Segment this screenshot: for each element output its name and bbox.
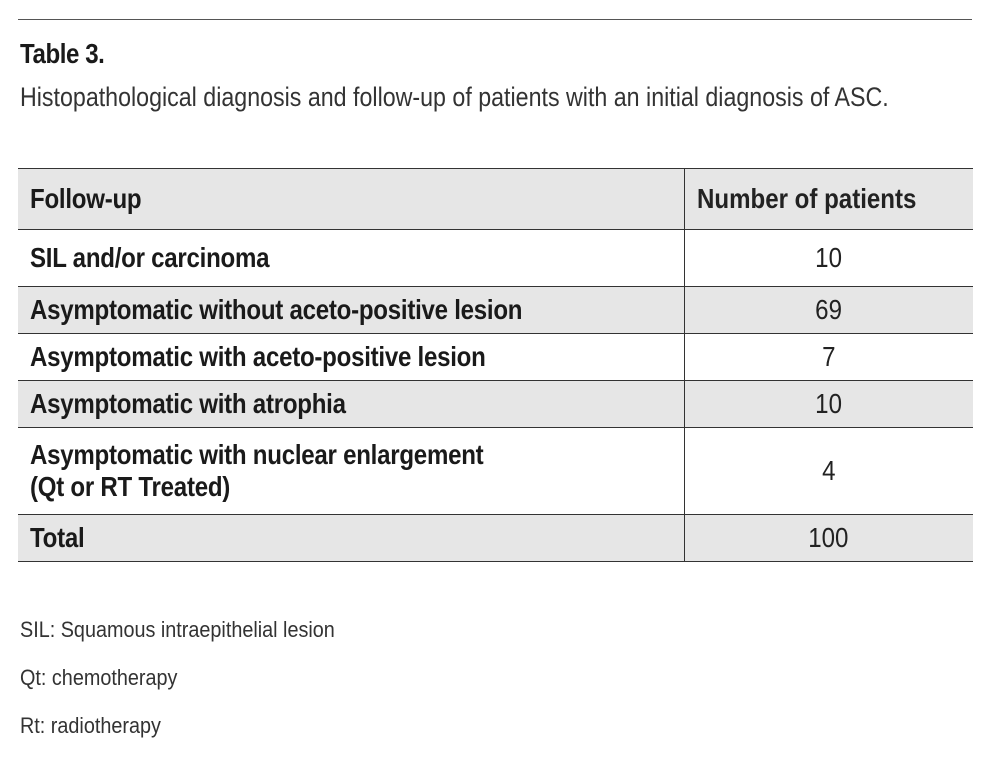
table-row: [18, 230, 973, 287]
table-row: [18, 428, 973, 515]
table-caption: Histopathological diagnosis and follow-up of patients with an initial diagnosis of ASC.: [20, 82, 889, 112]
top-rule: [18, 19, 972, 20]
row-label: Asymptomatic with nuclear enlargement (Qt or RT Treated): [18, 428, 684, 515]
column-header-number-of-patients: Number of patients: [684, 169, 973, 230]
row-label: Asymptomatic with atrophia: [18, 381, 684, 428]
table-row: [18, 334, 973, 381]
table-row: [18, 287, 973, 334]
row-value: 10: [684, 230, 973, 287]
row-value: 100: [684, 515, 973, 562]
row-value: 7: [684, 334, 973, 381]
column-header-follow-up: Follow-up: [18, 169, 684, 230]
row-value: 69: [684, 287, 973, 334]
table-row: [18, 381, 973, 428]
row-label: SIL and/or carcinoma: [18, 230, 684, 287]
row-value: 10: [684, 381, 973, 428]
table-label: Table 3.: [20, 38, 105, 69]
table-row-total: [18, 515, 973, 562]
row-label: Asymptomatic with aceto-positive lesion: [18, 334, 684, 381]
row-label: Asymptomatic without aceto-positive lesion: [18, 287, 684, 334]
row-label: Total: [18, 515, 684, 562]
footnote-qt: Qt: chemotherapy: [20, 665, 178, 690]
footnote-rt: Rt: radiotherapy: [20, 713, 161, 738]
table-header-row: [18, 169, 973, 230]
row-value: 4: [684, 428, 973, 515]
data-table: [18, 168, 973, 562]
footnote-sil: SIL: Squamous intraepithelial lesion: [20, 617, 335, 642]
